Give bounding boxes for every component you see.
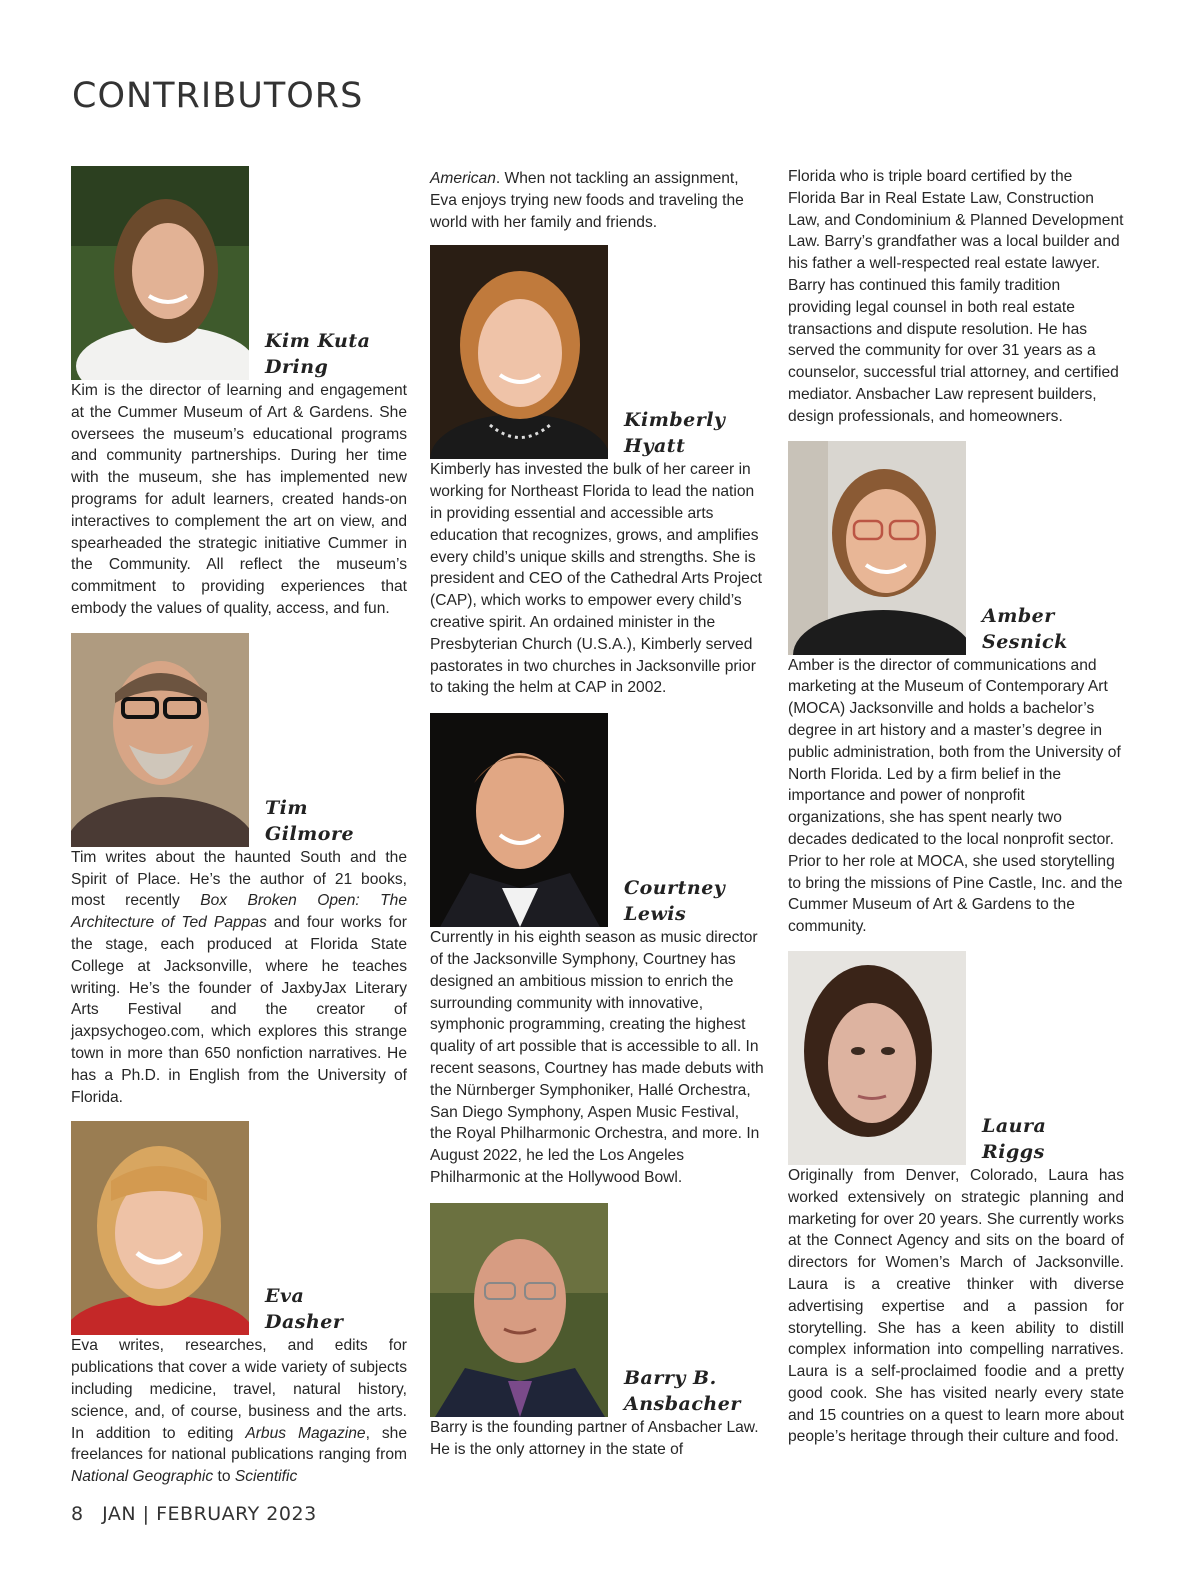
contributor-bio: Kimberly has invested the bulk of her career in working for Northeast Florida to lead the nation in providing essential and accessible arts education that recognizes, grows, and amplifies every child’s unique skills and strengths. She is president and CEO of the Cathedral Arts Project (CAP), which works to empower every child’s creative spirit. An ordained minister in the Presbyterian Church (U.S.A.), Kimberly served pastorates in two churches in Jacksonville prior to taking the helm at CAP in 2002.	[430, 461, 762, 697]
portrait-photo	[71, 166, 249, 380]
contributor-name: Barry B. Ansbacher	[624, 1366, 741, 1415]
contributor-name: Tim Gilmore	[265, 796, 355, 845]
column-middle	[430, 168, 764, 1460]
contributor-bio: Kim is the director of learning and engagement at the Cummer Museum of Art & Gardens. She oversees the museum’s educational programs and community partnerships. During her time with the museum, she has implemented new programs for adult learners, created hands-on interactives to complement the art on view, and spearheaded the strategic initiative Cummer in the Community. All reflect the museum’s commitment to providing experiences that embody the values of quality, access, and fun.	[71, 382, 407, 617]
contributor-bio: Currently in his eighth season as music director of the Jacksonville Symphony, Courtney has designed an ambitious mission to enrich the surrounding community with innovative, symphonic programming, creating the highest quality of art possible that is accessible to all. In recent seasons, Courtney has made debuts with the Nürnberger Symphoniker, Hallé Orchestra, San Diego Symphony, Aspen Music Festival, the Royal Philharmonic Orchestra, and more. In August 2022, he led the Los Angeles Philharmonic at the Hollywood Bowl.	[430, 929, 764, 1186]
contributor-tim-gilmore	[71, 633, 407, 1109]
page-title: CONTRIBUTORS	[72, 76, 364, 116]
contributor-courtney-lewis	[430, 713, 764, 1189]
contributor-bio: Eva writes, researches, and edits for publications that cover a wide variety of subjects including medicine, travel, natural history, science, and, of course, business and the arts. In addition to editing Arbus Magazine, she freelances for national publications ranging from National Geographic to Scientific	[71, 1337, 407, 1486]
column-right	[788, 166, 1124, 1448]
contributor-name: Kim Kuta Dring	[265, 330, 371, 378]
contributor-name: Courtney Lewis	[624, 877, 726, 926]
contributor-bio: Amber is the director of communications and marketing at the Museum of Contemporary Art (MOCA) Jacksonville and holds a bachelor’s degree in art history and a master’s degree in public administration, both from the University of North Florida. Led by a firm belief in the importance and power of nonprofit organizations, she has spent nearly two decades dedicated to the local nonprofit sector. Prior to her role at MOCA, she used storytelling to bring the missions of Pine Castle, Inc. and the Cummer Museum of Art & Gardens to the community.	[788, 656, 1123, 936]
contributor-name: Eva Dasher	[265, 1285, 344, 1334]
column-left	[71, 166, 407, 1488]
contributor-name: Kimberly Hyatt	[624, 409, 726, 458]
contributor-laura-riggs	[788, 951, 1124, 1448]
portrait-photo	[788, 951, 966, 1165]
contributor-name: Amber Sesnick	[982, 604, 1068, 653]
contributor-bio: Originally from Denver, Colorado, Laura has worked extensively on strategic planning and marketing for over 20 years. She currently works at the Connect Agency and sits on the board of directors for Women’s March of Jacksonville. Laura is a creative thinker with diverse advertising expertise and a passion for storytelling. She has a keen ability to distill complex information into compelling narratives. Laura is a self-proclaimed foodie and a pretty good cook. She has visited nearly every state and 15 countries on a quest to learn more about people’s heritage through their culture and food.	[788, 1166, 1124, 1446]
contributor-kim-kuta-dring	[71, 166, 407, 620]
contributor-kimberly-hyatt	[430, 245, 764, 699]
portrait-photo	[430, 1203, 608, 1417]
contributor-barry-ansbacher	[430, 1203, 764, 1461]
page-number: 8	[71, 1503, 84, 1525]
contributor-amber-sesnick	[788, 441, 1124, 938]
portrait-photo	[430, 713, 608, 927]
page-folio	[71, 1503, 317, 1525]
contributor-bio: Tim writes about the haunted South and the Spirit of Place. He’s the author of 21 books, most recently Box Broken Open: The Architecture of Ted Pappas and four works for the stage, each produced at Florida State College at Jacksonville, where he teaches writing. He’s the founder of JaxbyJax Literary Arts Festival and the creator of jaxpsychogeo.com, which explores this strange town in more than 650 nonfiction narratives. He has a Ph.D. in English from the University of Florida.	[71, 848, 407, 1106]
contributor-bio-continued: Florida who is triple board certified by the Florida Bar in Real Estate Law, Construction Law, and Condominium & Planned Development Law. Barry’s grandfather was a local builder and his father a well-respected real estate lawyer. Barry has continued this family tradition providing legal counsel in both real estate transactions and dispute resolution. He has served the community for over 31 years as a counselor, successful trial attorney, and certified mediator. Ansbacher Law represent builders, design professionals, and homeowners.	[788, 168, 1124, 425]
portrait-photo	[430, 245, 608, 459]
portrait-photo	[71, 633, 249, 847]
contributor-name: Laura Riggs	[982, 1114, 1047, 1163]
contributor-bio: Barry is the founding partner of Ansbacher Law. He is the only attorney in the state of	[430, 1418, 759, 1458]
issue-date: JAN | FEBRUARY 2023	[102, 1503, 317, 1525]
portrait-photo	[71, 1121, 249, 1335]
contributor-eva-dasher	[71, 1121, 407, 1488]
portrait-photo	[788, 441, 966, 655]
contributor-bio-continued: American. When not tackling an assignment, Eva enjoys trying new foods and traveling the world with her family and friends.	[430, 170, 744, 231]
